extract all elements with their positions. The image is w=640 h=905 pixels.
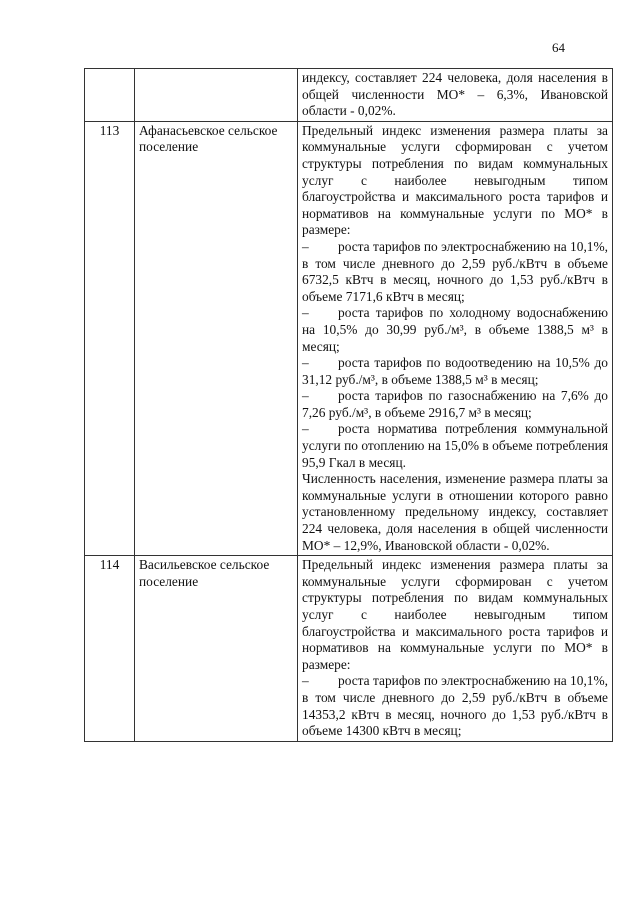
intro-paragraph: Предельный индекс изменения размера платы за коммунальные услуги сформирован с учетом структуры потребления по видам коммунальных услуг с наиболее невыгодным типом благоустройства и максимального роста тарифов и нормативов на коммунальные услуги по МО* в размере: (302, 122, 608, 238)
municipality-name: Афанасьевское сельское поселение (135, 121, 298, 555)
list-item (302, 673, 608, 739)
row-number: 114 (85, 556, 135, 742)
dash-marker: – (302, 238, 309, 254)
dash-marker: – (302, 305, 309, 321)
dash-marker: – (302, 421, 309, 437)
list-item (302, 305, 608, 355)
table-row (85, 121, 613, 555)
list-item-text: роста тарифов по электроснабжению на 10,1%, в том числе дневного до 2,59 руб./кВтч в объеме 14353,2 кВтч в месяц, ночного до 1,53 руб./кВтч в объеме 14300 кВтч в месяц; (302, 673, 608, 739)
dash-marker: – (302, 673, 309, 689)
dash-marker: – (302, 388, 309, 404)
municipality-name (135, 69, 298, 122)
municipality-name: Васильевское сельское поселение (135, 556, 298, 742)
description-cell (298, 69, 613, 122)
list-item-text: роста тарифов по водоотведению на 10,5% до 31,12 руб./м³, в объеме 1388,5 м³ в месяц; (302, 355, 608, 387)
list-item-text: роста тарифов по электроснабжению на 10,1%, в том числе дневного до 2,59 руб./кВтч в объеме 6732,5 кВтч в месяц, ночного до 1,53 руб./кВтч в объеме 7171,6 кВтч в месяц; (302, 238, 608, 304)
description-cell (298, 121, 613, 555)
list-item-text: роста тарифов по газоснабжению на 7,6% до 7,26 руб./м³, в объеме 2916,7 м³ в месяц; (302, 388, 608, 420)
dash-marker: – (302, 355, 309, 371)
list-item (302, 421, 608, 471)
outro-paragraph: Численность населения, изменение размера платы за коммунальные услуги в отношении которого равно установленному предельному индексу, составляет 224 человека, доля населения в общей численности МО* – 12,9%, Ивановской области - 0,02%. (302, 471, 608, 553)
page-number: 64 (552, 40, 565, 55)
list-item-text: роста тарифов по холодному водоснабжению на 10,5% до 30,99 руб./м³, в объеме 1388,5 м³ в месяц; (302, 305, 608, 354)
list-item (302, 355, 608, 388)
table-row (85, 69, 613, 122)
indices-table (84, 68, 613, 742)
list-item (302, 388, 608, 421)
row-number: 113 (85, 121, 135, 555)
table-row (85, 556, 613, 742)
list-item (302, 239, 608, 305)
row-number (85, 69, 135, 122)
description-cell (298, 556, 613, 742)
paragraph: индексу, составляет 224 человека, доля населения в общей численности МО* – 6,3%, Ивановской области - 0,02%. (302, 70, 608, 119)
intro-paragraph: Предельный индекс изменения размера платы за коммунальные услуги сформирован с учетом структуры потребления по видам коммунальных услуг с наиболее невыгодным типом благоустройства и максимального роста тарифов и нормативов на коммунальные услуги по МО* в размере: (302, 557, 608, 672)
list-item-text: роста норматива потребления коммунальной услуги по отоплению на 15,0% в объеме потребления 95,9 Гкал в месяц. (302, 421, 608, 470)
